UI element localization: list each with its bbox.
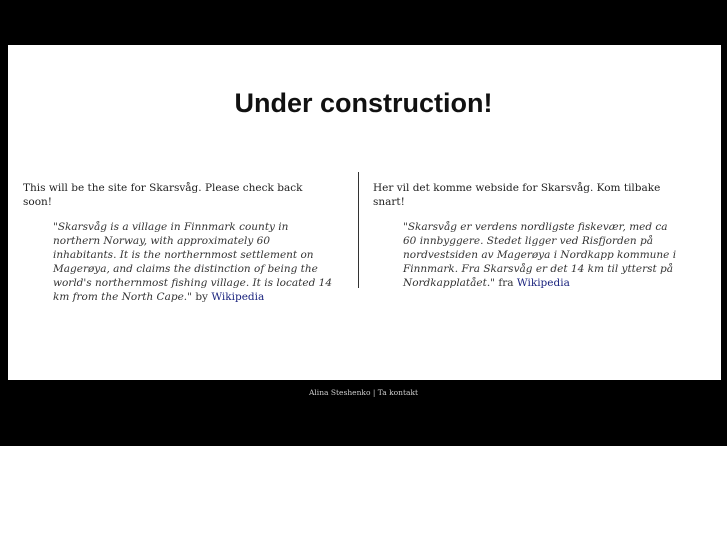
norwegian-column	[373, 181, 683, 290]
norwegian-attribution: fra	[498, 277, 514, 289]
contact-link[interactable]: Ta kontakt	[377, 388, 419, 397]
norwegian-quote-text: "Skarsvåg er verdens nordligste fiskevær, med ca 60 innbyggere. Stedet ligger ved Risfjorden på nordvestsiden av Magerøya i Nordkapp kommune i Finnmark. Fra Skarsvåg er det 14 km til ytterst på Nordkapplatået."	[403, 221, 677, 289]
english-intro: This will be the site for Skarsvåg. Please check back soon!	[23, 182, 303, 208]
english-column	[23, 181, 333, 304]
english-attribution: by	[195, 291, 208, 303]
page-title: Under construction!	[234, 88, 493, 118]
footer	[0, 388, 727, 397]
english-wikipedia-link[interactable]: Wikipedia	[211, 291, 265, 303]
norwegian-quote	[403, 220, 683, 290]
norwegian-wikipedia-link[interactable]: Wikipedia	[516, 277, 570, 289]
english-quote-text: "Skarsvåg is a village in Finnmark county in northern Norway, with approximately 60 inhabitants. It is the northernmost settlement on Magerøya, and claims the distinction of being the world's northernmost fishing village. It is located 14 km from the North Cape."	[53, 221, 332, 303]
english-quote	[53, 220, 333, 304]
footer-separator: |	[372, 388, 376, 397]
norwegian-intro: Her vil det komme webside for Skarsvåg. Kom tilbake snart!	[373, 182, 661, 208]
author-link[interactable]: Alina Steshenko	[308, 388, 371, 397]
column-divider	[358, 172, 359, 288]
